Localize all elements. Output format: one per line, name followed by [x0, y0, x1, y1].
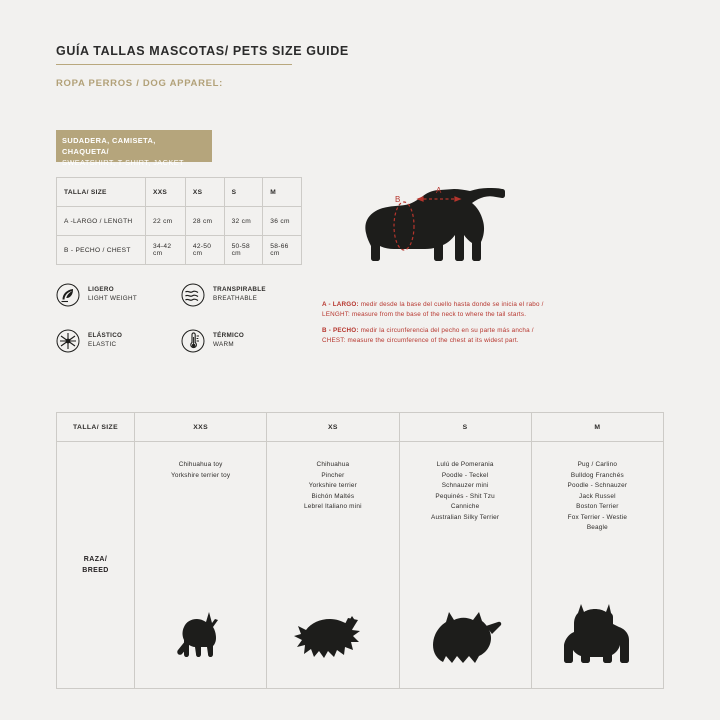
- bulldog-silhouette: [536, 598, 659, 668]
- size-row-length-s: 32 cm: [224, 207, 263, 236]
- breed-row-label: RAZA/ BREED: [57, 442, 135, 689]
- size-table-header-m: M: [263, 178, 302, 207]
- size-row-chest-label: B - PECHO / CHEST: [57, 236, 146, 265]
- breed-list-m: Pug / Carlino Bulldog Franchés Poodle - Schnauzer Jack Russel Boston Terrier Fox Terrier - Westie Beagle: [567, 461, 628, 531]
- size-table-header-s: S: [224, 178, 263, 207]
- pomeranian-silhouette: [404, 606, 527, 668]
- breed-table-header-row: [57, 413, 664, 442]
- breed-table-header-xxs: XXS: [135, 413, 267, 442]
- breed-list-s: Lulú de Pomerania Poodle - Teckel Schnauzer mini Pequinés - Shit Tzu Canniche Australian Silky Terrier: [430, 461, 500, 521]
- feather-icon: [56, 283, 80, 307]
- feature-list: [56, 283, 306, 375]
- breathable-icon: [181, 283, 205, 307]
- size-row-chest-s: 50-58 cm: [224, 236, 263, 265]
- feature-light-weight: [56, 283, 181, 307]
- thermometer-icon: [181, 329, 205, 353]
- measurement-diagram: [322, 176, 572, 276]
- breed-list-xs: Chihuahua Pincher Yorkshire terrier Bichón Maltés Lebrel Italiano mini: [304, 461, 362, 510]
- feature-light-weight-label: LIGERO LIGHT WEIGHT: [88, 286, 137, 302]
- breed-cell-xs: [267, 442, 399, 689]
- feature-warm-label: TÉRMICO WARM: [213, 332, 245, 348]
- page-subtitle: ROPA PERROS / DOG APPAREL:: [56, 78, 224, 89]
- size-table-header-xs: XS: [185, 178, 224, 207]
- diagram-label-b: B: [395, 195, 401, 204]
- size-row-chest-xs: 42-50 cm: [185, 236, 224, 265]
- header: [56, 44, 656, 89]
- feature-row: [56, 283, 306, 307]
- chihuahua-silhouette: [139, 606, 262, 668]
- size-table-header-xxs: XXS: [146, 178, 186, 207]
- table-row: [57, 236, 302, 265]
- breed-cell-s: [399, 442, 531, 689]
- table-row: [57, 207, 302, 236]
- size-table-header-label: TALLA/ SIZE: [57, 178, 146, 207]
- small-fluffy-dog-silhouette: [271, 606, 394, 668]
- page-title-es: GUÍA TALLAS MASCOTAS/: [56, 44, 229, 58]
- page-title: [56, 44, 349, 65]
- size-row-chest-m: 58-66 cm: [263, 236, 302, 265]
- measurement-notes: [322, 300, 622, 352]
- category-band-line1: SUDADERA, CAMISETA, CHAQUETA/: [62, 136, 156, 156]
- size-row-length-label: A -LARGO / LENGTH: [57, 207, 146, 236]
- breed-table-header-label: TALLA/ SIZE: [57, 413, 135, 442]
- breed-cell-xxs: [135, 442, 267, 689]
- size-row-chest-xxs: 34-42 cm: [146, 236, 186, 265]
- breed-cell-m: [531, 442, 663, 689]
- note-chest: B - PECHO: medir la circunferencia del pecho en su parte más ancha / CHEST: measure the circumference of the chest at its widest part.: [322, 327, 534, 344]
- breed-list-xxs: Chihuahua toy Yorkshire terrier toy: [170, 461, 231, 479]
- size-row-length-xxs: 22 cm: [146, 207, 186, 236]
- category-band: [56, 130, 212, 167]
- feature-warm: [181, 329, 306, 353]
- note-length: A - LARGO: medir desde la base del cuello hasta donde se inicia el rabo / LENGHT: measure from the base of the neck to where the tail starts.: [322, 301, 544, 318]
- feature-elastic-label: ELÁSTICO ELASTIC: [88, 332, 123, 348]
- breed-table-header-m: M: [531, 413, 663, 442]
- size-row-length-xs: 28 cm: [185, 207, 224, 236]
- feature-breathable-label: TRANSPIRABLE BREATHABLE: [213, 286, 266, 302]
- feature-elastic: [56, 329, 181, 353]
- breed-table-header-xs: XS: [267, 413, 399, 442]
- size-table: [56, 177, 302, 265]
- breed-table-header-s: S: [399, 413, 531, 442]
- breed-table: [56, 412, 664, 689]
- table-row: [57, 442, 664, 689]
- page-title-en: PETS SIZE GUIDE: [228, 44, 349, 58]
- feature-breathable: [181, 283, 306, 307]
- size-row-length-m: 36 cm: [263, 207, 302, 236]
- feature-row: [56, 329, 306, 353]
- size-table-header-row: [57, 178, 302, 207]
- elastic-icon: [56, 329, 80, 353]
- diagram-label-a: A: [436, 186, 442, 195]
- category-band-line2: SWEATSHIRT, T-SHIRT, JACKET: [62, 158, 184, 167]
